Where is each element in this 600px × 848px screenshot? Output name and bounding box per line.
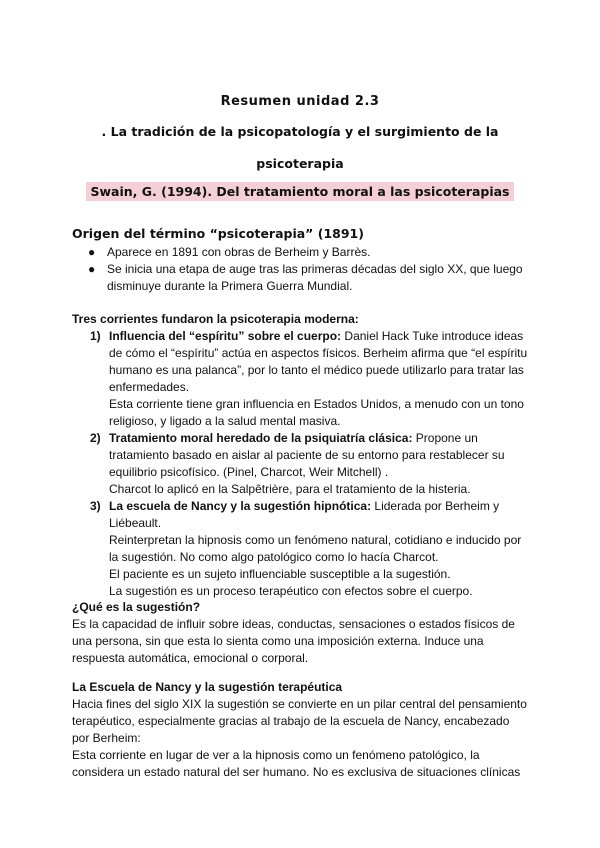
section-sugestion bbox=[72, 599, 528, 667]
item-label: Influencia del “espíritu” sobre el cuerpo: bbox=[109, 329, 342, 343]
bullet-icon: ● bbox=[88, 245, 96, 259]
list-item bbox=[72, 261, 528, 295]
section-nancy bbox=[72, 679, 528, 781]
corrientes-list bbox=[72, 328, 528, 600]
page-title: Resumen unidad 2.3 bbox=[220, 94, 380, 109]
item-extra: Reinterpretan la hipnosis como un fenómeno natural, cotidiano e inducido por la sugestión. No como algo patológico como lo hacía Charcot. bbox=[109, 533, 522, 564]
item-label: Tratamiento moral heredado de la psiquiatría clásica: bbox=[109, 431, 413, 445]
list-item bbox=[72, 498, 528, 600]
item-extra: Esta corriente tiene gran influencia en Estados Unidos, a menudo con un tono religioso, y ligado a la salud mental masiva. bbox=[109, 397, 524, 428]
item-extra: La sugestión es un proceso terapéutico con efectos sobre el cuerpo. bbox=[109, 584, 473, 598]
item-label: La escuela de Nancy y la sugestión hipnótica: bbox=[109, 499, 372, 513]
item-number: 3) bbox=[90, 499, 101, 513]
list-item bbox=[72, 430, 528, 498]
item-number: 2) bbox=[90, 431, 101, 445]
sugestion-heading: ¿Qué es la sugestión? bbox=[72, 600, 201, 614]
item-extra: Charcot lo aplicó en la Salpêtrière, para el tratamiento de la histeria. bbox=[109, 482, 471, 496]
item-extra: El paciente es un sujeto influenciable susceptible a la sugestión. bbox=[109, 567, 451, 581]
list-item bbox=[72, 328, 528, 430]
nancy-heading: La Escuela de Nancy y la sugestión terapéutica bbox=[72, 680, 343, 694]
bullet-text: Se inicia una etapa de auge tras las primeras décadas del siglo XX, que luego disminuye durante la Primera Guerra Mundial. bbox=[107, 262, 523, 293]
item-text: Liderada por Berheim y Liébeault. bbox=[109, 499, 500, 530]
item-text: Daniel Hack Tuke introduce ideas de cómo el “espíritu” actúa en aspectos físicos. Berheim afirma que “el espíritu humano es una palanca”, por lo tanto el médico puede utilizarlo para tratar las enfermedades. bbox=[109, 329, 528, 394]
reference-line bbox=[0, 184, 600, 199]
list-item bbox=[72, 244, 528, 261]
nancy-body-2: Esta corriente en lugar de ver a la hipnosis como un fenómeno patológico, la considera un estado natural del ser humano. No es exclusiva de situaciones clínicas bbox=[72, 748, 521, 779]
sugestion-body: Es la capacidad de influir sobre ideas, conductas, sensaciones o estados físicos de una persona, sin que esta lo sienta como una imposición externa. Induce una respuesta automática, emocional o corporal. bbox=[72, 617, 515, 665]
bullet-text: Aparece en 1891 con obras de Berheim y Barrès. bbox=[107, 245, 371, 259]
bullet-icon: ● bbox=[88, 262, 96, 276]
nancy-body-1: Hacia fines del siglo XIX la sugestión se convierte en un pilar central del pensamiento terapéutico, especialmente gracias al trabajo de la escuela de Nancy, encabezado por Berheim: bbox=[72, 697, 527, 745]
subtitle-line-1: . La tradición de la psicopatología y el surgimiento de la bbox=[101, 124, 499, 139]
section-corrientes bbox=[72, 311, 528, 600]
corrientes-heading: Tres corrientes fundaron la psicoterapia moderna: bbox=[72, 312, 359, 326]
section-origen bbox=[72, 225, 528, 295]
origen-list bbox=[72, 244, 528, 295]
item-number: 1) bbox=[90, 329, 101, 343]
origen-heading: Origen del término “psicoterapia” (1891) bbox=[72, 226, 364, 241]
subtitle-line-2: psicoterapia bbox=[256, 156, 344, 171]
item-text: Propone un tratamiento basado en aislar al paciente de su entorno para restablecer su equilibrio psicofísico. (Pinel, Charcot, Weir Mitchell) . bbox=[109, 431, 505, 479]
reference-highlight: Swain, G. (1994). Del tratamiento moral a las psicoterapias bbox=[86, 182, 513, 201]
